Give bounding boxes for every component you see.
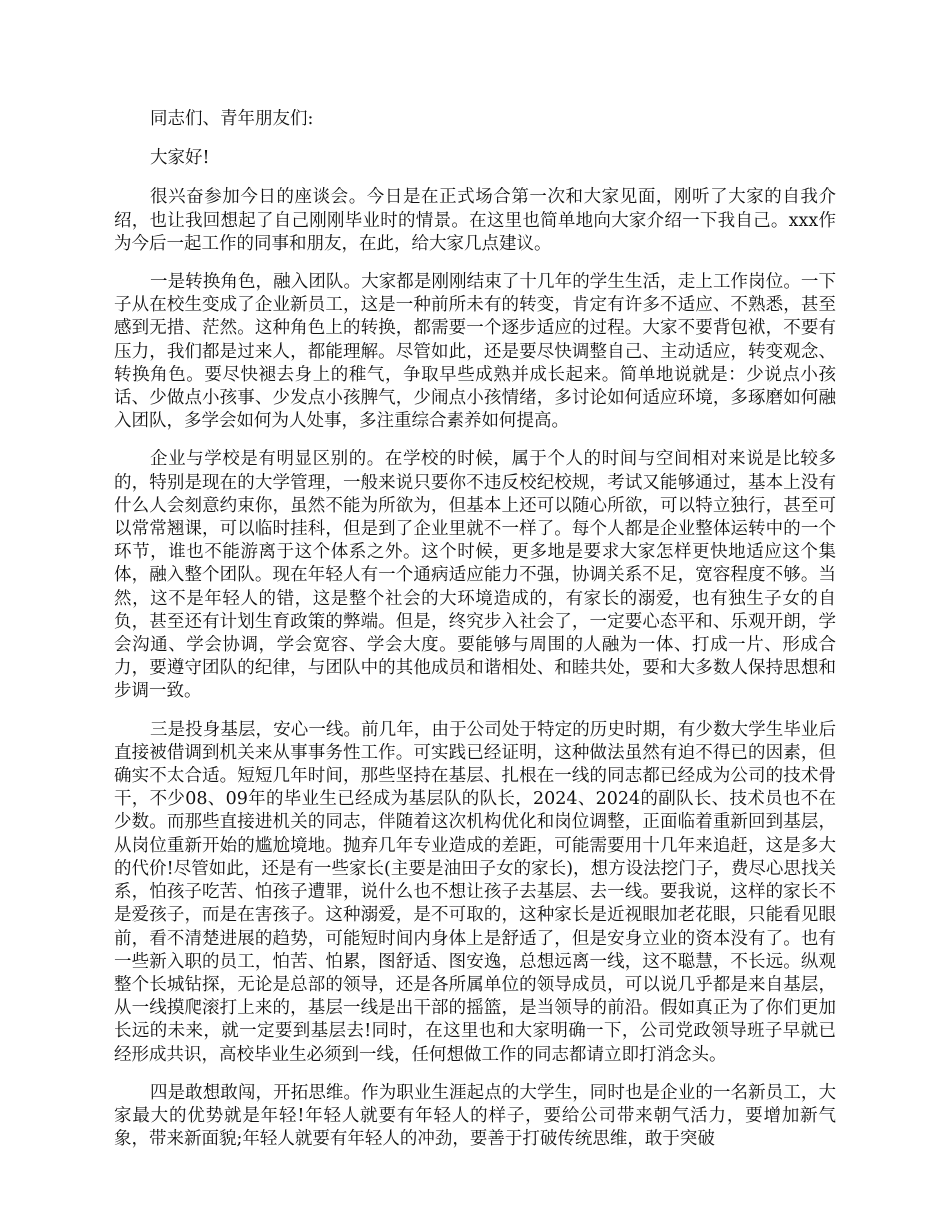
paragraph-point-three: 三是投身基层，安心一线。前几年，由于公司处于特定的历史时期，有少数大学生毕业后直接被借调到机关来从事事务性工作。可实践已经证明，这种做法虽然有迫不得已的因素，但确实不太合适。短短几年时间，那些坚持在基层、扎根在一线的同志都已经成为公司的技术骨干，不少08、09年的毕业生已经成为基层队的队长，2024、2024的副队长、技术员也不在少数。而那些直接进机关的同志，伴随着这次机构优化和岗位调整，正面临着重新回到基层，从岗位重新开始的尴尬境地。抛弃几年专业造成的差距，可能需要用十几年来追赶，这是多大的代价!尽管如此，还是有一些家长(主要是油田子女的家长)，想方设法挖门子，费尽心思找关系，怕孩子吃苦、怕孩子遭罪，说什么也不想让孩子去基层、去一线。要我说，这样的家长不是爱孩子，而是在害孩子。这种溺爱，是不可取的，这种家长是近视眼加老花眼，只能看见眼前，看不清楚进展的趋势，可能短时间内身体上是舒适了，但是安身立业的资本没有了。也有一些新入职的员工，怕苦、怕累，图舒适、图安逸，总想远离一线，这不聪慧，不长远。纵观整个长城钻探，无论是总部的领导，还是各所属单位的领导成员，可以说几乎都是来自基层，从一线摸爬滚打上来的，基层一线是出干部的摇篮，是当领导的前沿。假如真正为了你们更加长远的未来，就一定要到基层去!同时，在这里也和大家明确一下，公司党政领导班子早就已经形成共识，高校毕业生必须到一线，任何想做工作的同志都请立即打消念头。 [114, 719, 836, 1065]
salutation: 同志们、青年朋友们: [150, 109, 314, 129]
paragraph-point-one: 一是转换角色，融入团队。大家都是刚刚结束了十几年的学生生活，走上工作岗位。一下子从在校生变成了企业新员工，这是一种前所未有的转变，肯定有许多不适应、不熟悉，甚至感到无措、茫然。这种角色上的转换，都需要一个逐步适应的过程。大家不要背包袱，不要有压力，我们都是过来人，都能理解。尽管如此，还是要尽快调整自己、主动适应，转变观念、转换角色。要尽快褪去身上的稚气，争取早些成熟并成长起来。简单地说就是：少说点小孩话、少做点小孩事、少发点小孩脾气，少闹点小孩情绪，多讨论如何适应环境，多琢磨如何融入团队，多学会如何为人处事，多注重综合素养如何提高。 [114, 272, 836, 432]
greeting: 大家好! [150, 148, 210, 169]
paragraph-point-four: 四是敢想敢闯，开拓思维。作为职业生涯起点的大学生，同时也是企业的一名新员工，大家最大的优势就是年轻!年轻人就要有年轻人的样子，要给公司带来朝气活力，要增加新气象，带来新面貌;年轻人就要有年轻人的冲劲，要善于打破传统思维，敢于突破 [114, 1082, 836, 1150]
paragraph-intro: 很兴奋参加今日的座谈会。今日是在正式场合第一次和大家见面，刚听了大家的自我介绍，也让我回想起了自己刚刚毕业时的情景。在这里也简单地向大家介绍一下我自己。xxx作为今后一起工作的同事和朋友，在此，给大家几点建议。 [114, 187, 836, 254]
paragraph-enterprise-vs-school: 企业与学校是有明显区别的。在学校的时候，属于个人的时间与空间相对来说是比较多的，特别是现在的大学管理，一般来说只要你不违反校纪校规，考试又能够通过，基本上没有什么人会刻意约束你，虽然不能为所欲为，但基本上还可以随心所欲，可以特立独行，甚至可以常常翘课，可以临时挂科，但是到了企业里就不一样了。每个人都是企业整体运转中的一个环节，谁也不能游离于这个体系之外。这个时候，更多地是要求大家怎样更快地适应这个集体，融入整个团队。现在年轻人有一个通病适应能力不强，协调关系不足，宽容程度不够。当然，这不是年轻人的错，这是整个社会的大环境造成的，有家长的溺爱，也有独生子女的自负，甚至还有计划生育政策的弊端。但是，终究步入社会了，一定要心态平和、乐观开朗，学会沟通、学会协调，学会宽容、学会大度。要能够与周围的人融为一体、打成一片、形成合力，要遵守团队的纪律，与团队中的其他成员和谐相处、和睦共处，要和大多数人保持思想和步调一致。 [114, 449, 836, 702]
document-body [114, 108, 836, 1166]
